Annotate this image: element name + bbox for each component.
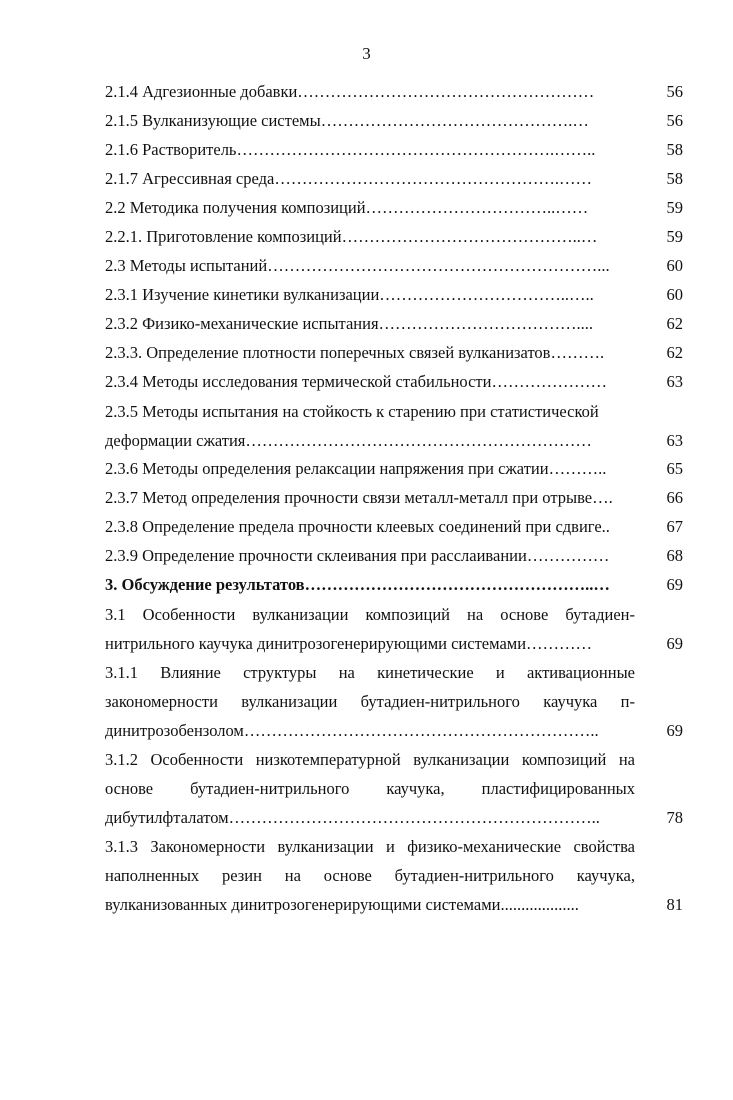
- toc-entry-page: 59: [666, 198, 683, 217]
- toc-entry: [105, 542, 683, 571]
- toc-entry: [105, 194, 683, 223]
- toc-entry: [105, 107, 683, 136]
- toc-entry-title-line: 2.3.5 Методы испытания на стойкость к старению при статистической: [105, 402, 599, 421]
- toc-entry-multiline: [105, 658, 683, 745]
- toc-entry-title: 2.2 Методика получения композиций……………………………..……: [105, 198, 589, 217]
- toc-entry: [105, 455, 683, 484]
- toc-entry-page: 59: [666, 227, 683, 246]
- toc-entry-title: 2.3.6 Методы определения релаксации напряжения при сжатии………..: [105, 459, 607, 478]
- toc-entry: [105, 310, 683, 339]
- toc-entry-title-line: 3.1.1 Влияние структуры на кинетические и активационные: [105, 663, 635, 682]
- toc-entry-title-line: нитрильного каучука динитрозогенерирующими системами…………: [105, 634, 593, 653]
- toc-entry-title: 2.3.4 Методы исследования термической стабильности…………………: [105, 372, 607, 391]
- toc-entry-title-line: основе бутадиен-нитрильного каучука, пластифицированных: [105, 779, 635, 798]
- toc-entry: [105, 368, 683, 397]
- toc-entry-title-line: закономерности вулканизации бутадиен-нитрильного каучука п-: [105, 692, 635, 711]
- toc-entry-page: 60: [666, 285, 683, 304]
- toc-entry-title-line: 3.1 Особенности вулканизации композиций на основе бутадиен-: [105, 605, 635, 624]
- toc-section-heading: [105, 571, 683, 600]
- toc-entry-title: 2.1.4 Адгезионные добавки………………………………………………: [105, 82, 595, 101]
- toc-entry-page: 63: [666, 431, 683, 450]
- table-of-contents: [105, 78, 683, 919]
- toc-entry-multiline: [105, 600, 683, 658]
- toc-entry-page: 69: [666, 634, 683, 653]
- toc-entry-page: 62: [666, 343, 683, 362]
- toc-entry-page: 81: [666, 895, 683, 914]
- toc-entry-title: 2.3.9 Определение прочности склеивания при расслаивании……………: [105, 546, 610, 565]
- toc-entry-page: 56: [666, 82, 683, 101]
- toc-entry-title-line: 3.1.2 Особенности низкотемпературной вулканизации композиций на: [105, 750, 635, 769]
- toc-entry-multiline: [105, 832, 683, 919]
- toc-entry: [105, 252, 683, 281]
- toc-entry-title-line: наполненных резин на основе бутадиен-нитрильного каучука,: [105, 866, 635, 885]
- toc-entry-page: 58: [666, 140, 683, 159]
- toc-entry-title-line: деформации сжатия………………………………………………………: [105, 431, 592, 450]
- toc-entry-page: 56: [666, 111, 683, 130]
- toc-entry-title: 2.1.5 Вулканизующие системы……………………………………….…: [105, 111, 589, 130]
- toc-entry-page: 78: [666, 808, 683, 827]
- toc-entry: [105, 165, 683, 194]
- toc-entry-page: 68: [666, 546, 683, 565]
- toc-entry-page: 63: [666, 372, 683, 391]
- toc-entry: [105, 223, 683, 252]
- toc-entry-title: 2.2.1. Приготовление композиций……………………………………..…: [105, 227, 598, 246]
- page-number: 3: [362, 44, 371, 63]
- toc-entry-title: 2.3.7 Метод определения прочности связи металл-металл при отрыве….: [105, 488, 613, 507]
- toc-entry: [105, 484, 683, 513]
- toc-entry-title: 2.3 Методы испытаний……………………………………………………...: [105, 256, 610, 275]
- toc-entry-page: 67: [666, 517, 683, 536]
- toc-entry-page: 65: [666, 459, 683, 478]
- toc-entry-title: 2.1.6 Растворитель………………………………………………….……..: [105, 140, 596, 159]
- toc-entry: [105, 136, 683, 165]
- toc-entry-title: 2.3.2 Физико-механические испытания………………………………....: [105, 314, 594, 333]
- toc-entry-title: 2.1.7 Агрессивная среда…………………………………………….……: [105, 169, 592, 188]
- toc-entry-title-line: вулканизованных динитрозогенерирующими системами...................: [105, 895, 579, 914]
- toc-entry: [105, 78, 683, 107]
- toc-entry-page: 66: [666, 488, 683, 507]
- toc-entry: [105, 513, 683, 542]
- toc-entry-title: 2.3.3. Определение плотности поперечных связей вулканизатов……….: [105, 343, 605, 362]
- toc-entry-title: 2.3.8 Определение предела прочности клеевых соединений при сдвиге..: [105, 517, 610, 536]
- toc-entry-title: 2.3.1 Изучение кинетики вулканизации……………………………..…..: [105, 285, 594, 304]
- toc-entry-title: 3. Обсуждение результатов……………………………………………..…: [105, 575, 610, 594]
- toc-entry-page: 69: [666, 721, 683, 740]
- toc-entry-page: 58: [666, 169, 683, 188]
- toc-entry-page: 62: [666, 314, 683, 333]
- toc-entry-multiline: [105, 397, 683, 455]
- toc-entry: [105, 281, 683, 310]
- toc-entry-page: 60: [666, 256, 683, 275]
- toc-entry-title-line: 3.1.3 Закономерности вулканизации и физико-механические свойства: [105, 837, 635, 856]
- toc-entry: [105, 339, 683, 368]
- toc-entry-page: 69: [666, 575, 683, 594]
- toc-entry-title-line: динитрозобензолом………………………………………………………..: [105, 721, 599, 740]
- toc-entry-multiline: [105, 745, 683, 832]
- toc-entry-title-line: дибутилфталатом…………………………………………………………..: [105, 808, 600, 827]
